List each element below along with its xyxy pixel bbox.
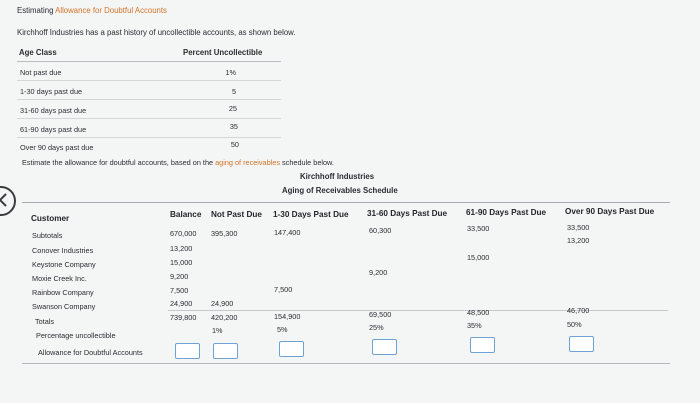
- pct-1-30: 5%: [277, 325, 288, 334]
- cell-31-60: 69,500: [369, 310, 392, 319]
- history-age: 61-90 days past due: [20, 125, 87, 134]
- cell-balance: 9,200: [170, 272, 189, 281]
- allowance-over-90-input[interactable]: [569, 336, 594, 352]
- schedule-company: Kirchhoff Industries: [300, 172, 375, 181]
- row-rule: [17, 137, 281, 138]
- history-pct: 1%: [225, 68, 236, 77]
- col-balance: Balance: [170, 210, 202, 219]
- allowance-balance-input[interactable]: [175, 343, 200, 359]
- row-rule: [17, 99, 281, 100]
- customer-name: Moxie Creek Inc.: [32, 274, 87, 283]
- row-rule: [17, 80, 281, 81]
- intro-text: Kirchhoff Industries has a past history of uncollectible accounts, as shown below.: [17, 28, 296, 37]
- pct-over-90: 50%: [567, 320, 582, 329]
- history-pct: 5: [231, 87, 236, 96]
- history-header-rule: [17, 61, 281, 62]
- history-age: 31-60 days past due: [20, 106, 87, 115]
- history-age: Not past due: [20, 68, 62, 77]
- history-pct: 50: [230, 140, 239, 149]
- back-button[interactable]: [0, 186, 16, 216]
- allowance-label: Allowance for Doubtful Accounts: [38, 348, 143, 357]
- cell-1-30: 154,900: [274, 312, 301, 321]
- cell-balance: 7,500: [170, 286, 189, 295]
- cell-over-90: 46,700: [567, 306, 590, 315]
- pct-not-past-due: 1%: [212, 326, 223, 335]
- totals-rule: [168, 310, 668, 311]
- cell-1-30: 147,400: [274, 228, 301, 237]
- cell-not-past-due: 420,200: [211, 313, 238, 322]
- cell-balance: 24,900: [170, 299, 193, 308]
- schedule-top-rule: [22, 202, 670, 203]
- aging-of-receivables-link[interactable]: aging of receivables: [215, 158, 280, 167]
- totals-label: Totals: [35, 317, 55, 326]
- percentage-label: Percentage uncollectible: [36, 331, 116, 340]
- col-customer: Customer: [31, 214, 70, 223]
- cell-not-past-due: 395,300: [211, 229, 238, 238]
- cell-61-90: 15,000: [467, 253, 490, 262]
- row-rule: [17, 118, 281, 119]
- col-31-60: 31-60 Days Past Due: [367, 209, 448, 218]
- col-1-30: 1-30 Days Past Due: [273, 210, 349, 219]
- col-over-90: Over 90 Days Past Due: [565, 207, 655, 216]
- history-age: 1-30 days past due: [20, 87, 83, 96]
- customer-name: Swanson Company: [32, 302, 96, 311]
- allowance-1-30-input[interactable]: [279, 341, 304, 357]
- cell-balance: 739,800: [170, 313, 197, 322]
- schedule-bottom-rule: [22, 363, 670, 364]
- cell-61-90: 33,500: [467, 224, 490, 233]
- cell-over-90: 33,500: [567, 223, 590, 232]
- cell-balance: 15,000: [170, 258, 193, 267]
- cell-over-90: 13,200: [567, 236, 590, 245]
- schedule-title: Aging of Receivables Schedule: [282, 186, 398, 195]
- history-col-percent: Percent Uncollectible: [183, 48, 263, 57]
- col-61-90: 61-90 Days Past Due: [466, 208, 547, 217]
- cell-1-30: 7,500: [274, 285, 293, 294]
- pct-31-60: 25%: [369, 323, 384, 332]
- cell-not-past-due: 24,900: [211, 299, 234, 308]
- history-pct: 25: [228, 104, 237, 113]
- history-col-age: Age Class: [19, 48, 57, 57]
- cell-balance: 670,000: [170, 229, 197, 238]
- history-age: Over 90 days past due: [20, 143, 94, 152]
- instruction-text: Estimate the allowance for doubtful accounts, based on the aging of receivables schedule below.: [22, 158, 334, 167]
- col-not-past-due: Not Past Due: [211, 210, 262, 219]
- cell-31-60: 60,300: [369, 226, 392, 235]
- subtotals-label: Subtotals: [32, 231, 63, 240]
- pct-61-90: 35%: [467, 321, 482, 330]
- customer-name: Keystone Company: [32, 260, 96, 269]
- cell-31-60: 9,200: [369, 268, 388, 277]
- allowance-61-90-input[interactable]: [470, 337, 495, 353]
- cell-balance: 13,200: [170, 244, 193, 253]
- customer-name: Rainbow Company: [32, 288, 94, 297]
- allowance-31-60-input[interactable]: [372, 339, 397, 355]
- cell-61-90: 48,500: [467, 308, 490, 317]
- customer-name: Conover Industries: [32, 246, 94, 255]
- page-title: Estimating Allowance for Doubtful Accounts: [17, 6, 167, 15]
- chevron-left-icon: [0, 193, 8, 207]
- allowance-not-past-due-input[interactable]: [213, 343, 238, 359]
- title-topic-link[interactable]: Allowance for Doubtful Accounts: [55, 6, 167, 15]
- history-pct: 35: [229, 122, 238, 131]
